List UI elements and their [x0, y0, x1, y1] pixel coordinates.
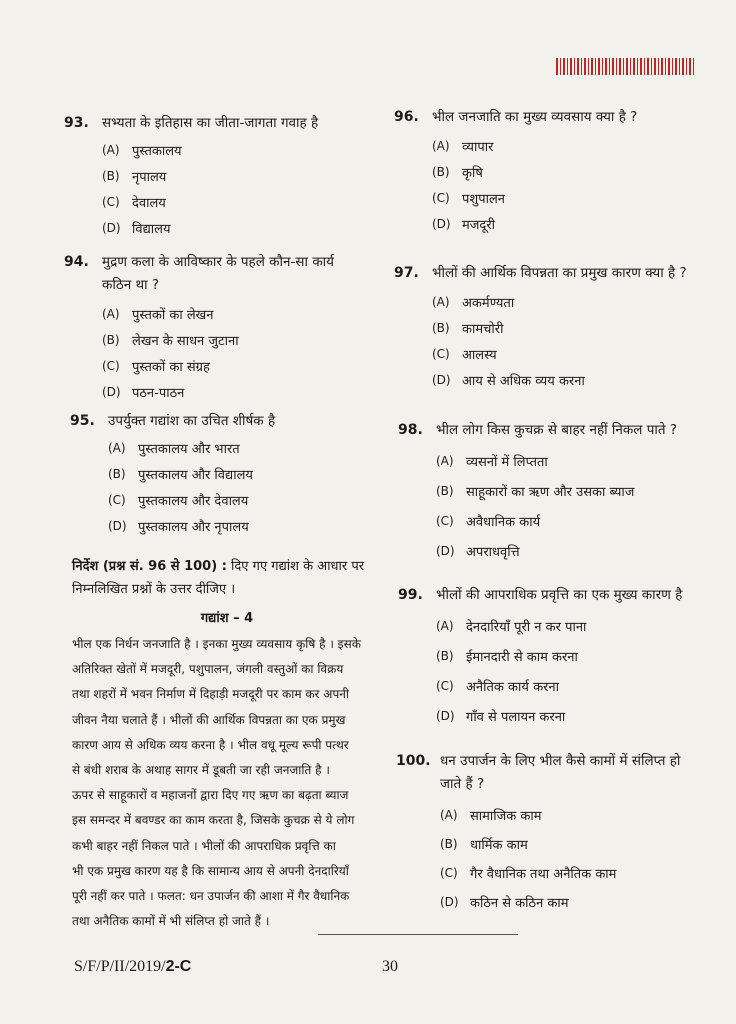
direction-note: निर्देश (प्रश्न सं. 96 से 100) : दिए गए गद्यांश के आधार पर निम्नलिखित प्रश्नों के उत्तर दीजिए । — [72, 559, 365, 597]
question-number: 97. — [394, 265, 419, 281]
question-number: 98. — [398, 422, 423, 438]
question-number: 99. — [398, 587, 423, 603]
question-text: भीलों की आर्थिक विपन्नता का प्रमुख कारण क्या है ? — [432, 265, 687, 281]
option-c: (C) आलस्य — [432, 347, 497, 363]
option-d: (D) गाँव से पलायन करना — [436, 709, 566, 725]
question-96 — [394, 106, 724, 237]
option-d: (D) अपराधवृत्ति — [436, 544, 520, 560]
option-d: (D) पठन-पाठन — [102, 385, 185, 401]
option-a: (A) पुस्तकों का लेखन — [102, 307, 214, 323]
option-c: (C) पुस्तकालय और देवालय — [108, 493, 249, 509]
question-number: 96. — [394, 109, 419, 125]
option-d: (D) पुस्तकालय और नृपालय — [108, 519, 249, 535]
question-text: भील लोग किस कुचक्र से बाहर नहीं निकल पाते ? — [436, 422, 678, 438]
paper-code: S/F/P/II/2019/2-C — [74, 958, 192, 975]
passage-title: गद्यांश – 4 — [200, 611, 254, 626]
question-text: मुद्रण कला के आविष्कार के पहले कौन-सा कार्य कठिन था ? — [102, 254, 335, 293]
question-number: 93. — [64, 115, 89, 131]
option-c: (C) देवालय — [102, 195, 166, 211]
question-number: 95. — [70, 413, 95, 429]
question-97 — [394, 262, 724, 393]
option-b: (B) कृषि — [432, 165, 483, 181]
question-98 — [398, 419, 724, 566]
option-d: (D) मजदूरी — [432, 217, 496, 233]
question-99 — [398, 584, 724, 731]
option-d: (D) आय से अधिक व्यय करना — [432, 373, 585, 389]
question-100 — [396, 750, 724, 916]
option-b: (B) लेखन के साधन जुटाना — [102, 333, 239, 349]
option-b: (B) पुस्तकालय और विद्यालय — [108, 467, 253, 483]
option-c: (C) पुस्तकों का संग्रह — [102, 359, 210, 375]
question-94 — [64, 251, 384, 405]
option-a: (A) सामाजिक काम — [440, 807, 542, 824]
question-text: धन उपार्जन के लिए भील कैसे कामों में संलिप्त हो जाते हैं ? — [440, 753, 681, 792]
option-a: (A) देनदारियाँ पूरी न कर पाना — [436, 619, 587, 635]
option-a: (A) व्यसनों में लिप्तता — [436, 454, 548, 470]
option-c: (C) गैर वैधानिक तथा अनैतिक काम — [440, 865, 617, 882]
option-c: (C) अनैतिक कार्य करना — [436, 679, 559, 695]
option-b: (B) नृपालय — [102, 169, 167, 185]
option-a: (A) पुस्तकालय और भारत — [108, 441, 240, 457]
question-text: सभ्यता के इतिहास का जीता-जागता गवाह है — [102, 115, 319, 131]
option-b: (B) कामचोरी — [432, 321, 504, 337]
option-c: (C) पशुपालन — [432, 191, 506, 207]
page-number: 30 — [382, 958, 398, 975]
question-95 — [70, 410, 384, 539]
option-c: (C) अवैधानिक कार्य — [436, 514, 541, 530]
option-d: (D) कठिन से कठिन काम — [440, 894, 569, 911]
passage-text: भील एक निर्धन जनजाति है । इनका मुख्य व्यवसाय कृषि है । इसके अतिरिक्त खेतों में मजदूरी, पशुपालन, जंगली वस्तुओं का विक्रय तथा शहरों में भवन निर्माण में दिहाड़ी मजदूरी पर काम कर अपनी जीवन नैया चलाते हैं । भीलों की आर्थिक विपन्नता का एक प्रमुख कारण आय से अधिक व्यय करना है । भील वधू मूल्य रूपी पत्थर से बंधी शराब के अथाह सागर में डूबती जा रही जनजाति है । ऊपर से साहूकारों व महाजनों द्वारा दिए गए ऋण का बढ़ता ब्याज इस समन्दर में बवण्डर का काम करता है, जिसके कुचक्र से ये लोग कभी बाहर नहीं निकल पाते । भीलों की आपराधिक प्रवृत्ति का भी एक प्रमुख कारण यह है कि सामान्य आय से अपनी देनदारियाँ पूरी नहीं कर पाते । फलत: धन उपार्जन की आशा में गैर वैधानिक तथा अनैतिक कामों में भी संलिप्त हो जाते हैं । — [72, 637, 361, 929]
option-a: (A) पुस्तकालय — [102, 143, 182, 159]
option-a: (A) अकर्मण्यता — [432, 295, 515, 311]
option-b: (B) धार्मिक काम — [440, 836, 528, 853]
option-a: (A) व्यापार — [432, 139, 494, 155]
option-d: (D) विद्यालय — [102, 221, 171, 237]
option-b: (B) साहूकारों का ऋण और उसका ब्याज — [436, 484, 635, 500]
question-text: उपर्युक्त गद्यांश का उचित शीर्षक है — [108, 413, 276, 429]
barcode — [556, 58, 696, 75]
question-number: 100. — [396, 753, 431, 769]
question-93 — [64, 112, 384, 241]
end-divider — [318, 934, 518, 935]
question-number: 94. — [64, 254, 89, 270]
option-b: (B) ईमानदारी से काम करना — [436, 649, 578, 665]
question-text: भीलों की आपराधिक प्रवृत्ति का एक मुख्य कारण है — [436, 587, 683, 603]
question-text: भील जनजाति का मुख्य व्यवसाय क्या है ? — [432, 109, 638, 125]
